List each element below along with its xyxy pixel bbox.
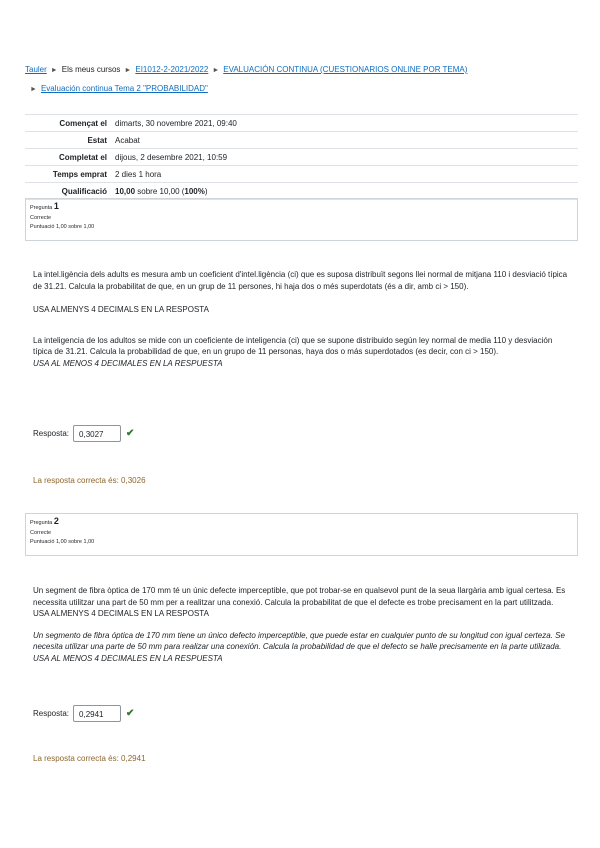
grade-close: ) (204, 186, 208, 196)
question-number (30, 202, 573, 214)
summary-row-state (25, 132, 578, 149)
breadcrumb-separator-icon: ► (50, 67, 58, 74)
breadcrumb-separator-icon: ► (212, 67, 220, 74)
breadcrumb-home-link[interactable]: Tauler (25, 65, 47, 74)
question-1-feedback: La resposta correcta és: 0,3026 (33, 476, 146, 485)
breadcrumb-separator-icon: ► (30, 86, 37, 93)
summary-value: Acabat (115, 135, 140, 145)
question-1-answer (33, 425, 134, 442)
attempt-summary-table (25, 114, 578, 200)
breadcrumb-separator-icon: ► (124, 67, 132, 74)
question-2-text (33, 585, 568, 664)
answer-label: Resposta: (33, 429, 70, 438)
question-prefix: Pregunta (30, 520, 53, 526)
question-number (30, 517, 573, 529)
question-text-spanish: La inteligencia de los adultos se mide con un coeficiente de inteligencia (ci) que se supone distribuido según ley normal de media 110 y desviación típica de 31.21. Calcula la probabilidad de que, en un grupo de 11 personas, haya dos o más superdotados (es decir, con ci > 150). (33, 335, 553, 356)
answer-input[interactable]: 0,2941 (73, 705, 121, 722)
question-mark: Puntuació 1,00 sobre 1,00 (30, 539, 95, 545)
question-number-value: 2 (53, 516, 59, 526)
question-1-text (33, 269, 568, 369)
summary-row-completed (25, 149, 578, 166)
question-text-spanish: Un segmento de fibra óptica de 170 mm tiene un único defecto imperceptible, que puede estar en cualquier punto de su longitud con igual certeza. Se necesita utilizar una parte de 50 mm para realizar una conexión. Calcula la probabilidad de que el defecto se halle precisamente en la parte utilizada. USA AL MENOS 4 DECIMALES EN LA RESPUESTA (33, 630, 565, 663)
grade-value (111, 183, 578, 200)
question-2-feedback: La resposta correcta és: 0,2941 (33, 754, 146, 763)
question-mark: Puntuació 1,00 sobre 1,00 (30, 224, 95, 230)
summary-label: Començat el (59, 118, 107, 128)
question-state: Correcte (30, 214, 52, 221)
question-2-answer (33, 705, 134, 722)
breadcrumb-section-link[interactable]: EVALUACIÓN CONTINUA (CUESTIONARIOS ONLINE POR TEMA) (223, 65, 468, 74)
summary-label: Completat el (58, 152, 107, 162)
grade-label: Qualificació (61, 186, 107, 196)
summary-label: Temps emprat (52, 169, 107, 179)
question-text-catalan: La intel.ligència dels adults es mesura amb un coeficient d'intel.ligència (ci) que es suposa distribuït segons llei normal de mitjana 110 i desviació típica de 31.21. Calcula la probabilitat de que, en un grup de 11 persones, hi haja dos o més superdotats (és a dir, amb ci > 150). (33, 270, 568, 291)
question-2-info (25, 513, 578, 556)
breadcrumb-course-link[interactable]: EI1012-2-2021/2022 (135, 65, 209, 74)
grade-rest: sobre 10,00 ( (137, 186, 185, 196)
breadcrumb-courses: Els meus cursos (61, 65, 121, 74)
check-icon: ✔ (126, 428, 135, 439)
summary-label: Estat (87, 135, 107, 145)
summary-row-started (25, 115, 578, 132)
summary-value: dimarts, 30 novembre 2021, 09:40 (115, 118, 237, 128)
summary-row-grade (25, 183, 578, 200)
grade-score: 10,00 (115, 186, 136, 196)
summary-value: dijous, 2 desembre 2021, 10:59 (115, 152, 228, 162)
summary-row-time (25, 166, 578, 183)
breadcrumb-second-line (30, 84, 208, 93)
question-prefix: Pregunta (30, 205, 53, 211)
question-number-value: 1 (53, 201, 59, 211)
question-1-info (25, 198, 578, 241)
breadcrumb-quiz-link[interactable]: Evaluación continua Tema 2 "PROBABILIDAD" (40, 84, 208, 93)
question-text-catalan: Un segment de fibra òptica de 170 mm té un únic defecte imperceptible, que pot trobar-se en qualsevol punt de la seua llargària amb igual certesa. Es necessita utilitzar una part de 50 mm per a realitzar una conexió. Calcula la probabilitat de que el defecte es trobe precisament en la part utilitzada. USA ALMENYS 4 DECIMALS EN LA RESPOSTA (33, 586, 566, 618)
answer-input[interactable]: 0,3027 (73, 425, 121, 442)
question-note-spanish: USA AL MENOS 4 DECIMALES EN LA RESPUESTA (33, 358, 223, 368)
summary-value: 2 dies 1 hora (115, 169, 162, 179)
question-state: Correcte (30, 529, 52, 536)
check-icon: ✔ (126, 708, 135, 719)
question-note-catalan: USA ALMENYS 4 DECIMALS EN LA RESPOSTA (33, 305, 209, 314)
breadcrumb (25, 64, 585, 76)
grade-percent: 100% (184, 186, 205, 196)
answer-label: Resposta: (33, 709, 70, 718)
